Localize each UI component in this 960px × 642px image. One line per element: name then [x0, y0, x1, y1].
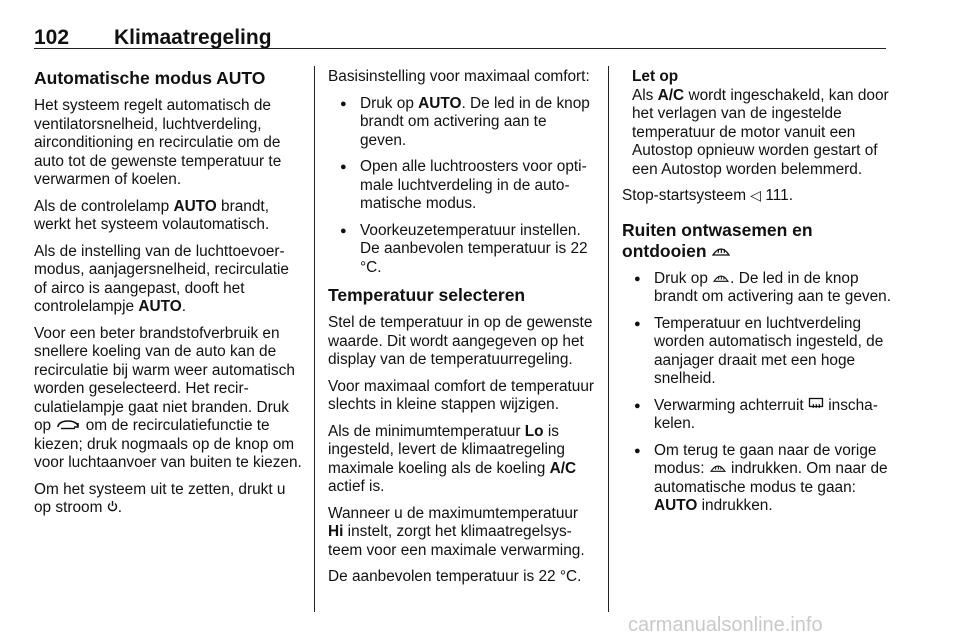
windscreen-defrost-icon [711, 241, 731, 261]
paragraph: Als de minimumtemperatuur Lo is ingesteld, levert de klimaatregeling maximale koeling als de koeling A/C actief is. [328, 422, 577, 495]
paragraph: Basisinstelling voor maximaal comfort: [328, 68, 590, 85]
column-divider [314, 66, 315, 612]
recirculation-icon [55, 418, 81, 434]
column-1 [34, 68, 302, 526]
section-heading-defrost: Ruiten ontwasemen en ontdooien [622, 219, 813, 261]
column-divider [608, 66, 609, 612]
list-item: ● Open alle luchtroosters voor optimale luchtverdeling in de automatische modus. [328, 158, 596, 214]
note-box [622, 68, 892, 179]
column-2 [328, 68, 596, 595]
list-item: ● Temperatuur en luchtverdeling worden automatisch ingesteld, de aanjager draait met een hoge snelheid. [622, 315, 892, 389]
paragraph: Wanneer u de maximumtemperatuur Hi instelt, zorgt het klimaatregelsysteem voor een maximale verwarming. [328, 504, 585, 559]
note-title: Let op [632, 68, 679, 85]
section-heading-temperature: Temperatuur selecteren [328, 285, 526, 305]
list-item: ● Voorkeuzetemperatuur instellen. De aanbevolen temperatuur is 22 °C. [328, 222, 596, 278]
chapter-title: Klimaatregeling [114, 26, 272, 49]
windscreen-defrost-icon [709, 460, 727, 477]
paragraph: Als de instelling van de luchttoevoermodus, aanjagersnelheid, recirculatie of airco is aangepast, dooft het controlelampje AUTO. [34, 242, 289, 315]
reference-arrow-icon: ◁ [750, 188, 762, 204]
paragraph: Als de controlelamp AUTO brandt, werkt het systeem volautomatisch. [34, 197, 270, 233]
paragraph: Voor maximaal comfort de temperatuur slechts in kleine stappen wijzigen. [328, 377, 595, 413]
list-item: ● Verwarming achterruit inschakelen. [622, 397, 892, 434]
list-item: ● Druk op AUTO. De led in de knop brandt om activering aan te geven. [328, 95, 596, 151]
watermark: carmanualsonline.info [628, 614, 823, 636]
list-item: ● Druk op . De led in de knop brandt om activering aan te geven. [622, 270, 892, 307]
bullet-list [622, 270, 892, 516]
page-number: 102 [34, 26, 70, 49]
note-text: Als A/C wordt ingeschakeld, kan door het verlagen van de ingestelde temperatuur de motor vanuit een Autostop opnieuw worden gestart of een Autostop worden belemmerd. [632, 86, 889, 178]
rear-window-heating-icon [808, 397, 824, 414]
header-rule [34, 48, 886, 49]
list-item: ● Om terug te gaan naar de vorige modus: indrukken. Om naar de automatische modus te gaan: AUTO indrukken. [622, 442, 892, 516]
power-icon [107, 500, 118, 516]
cross-reference[interactable]: Stop-startsysteem ◁ 111. [622, 187, 794, 204]
paragraph: Om het systeem uit te zetten, drukt u op stroom . [34, 480, 286, 516]
windscreen-defrost-icon [712, 270, 730, 287]
section-heading-auto: Automatische modus AUTO [34, 68, 266, 88]
paragraph: Het systeem regelt automatisch de ventilatorsnelheid, luchtverdeling, airconditioning en recirculatie om de auto tot de gewenste temperatuur te verwarmen of koelen. [34, 97, 282, 188]
bullet-list [328, 95, 596, 278]
paragraph: De aanbevolen temperatuur is 22 °C. [328, 568, 582, 585]
page-header [34, 26, 886, 50]
column-3 [622, 68, 892, 524]
paragraph: Stel de temperatuur in op de gewenste waarde. Dit wordt aangegeven op het display van de temperatuurregeling. [328, 314, 593, 368]
paragraph: Voor een beter brandstofverbruik en snellere koeling van de auto kan de recirculatie bij warm weer automatisch worden geselecteerd. Het recirculatielampje gaat niet branden. Druk op om de recirculatiefunctie te kiezen; druk nogmaals op de knop om voor luchtaanvoer van buiten te kiezen. [34, 324, 302, 471]
